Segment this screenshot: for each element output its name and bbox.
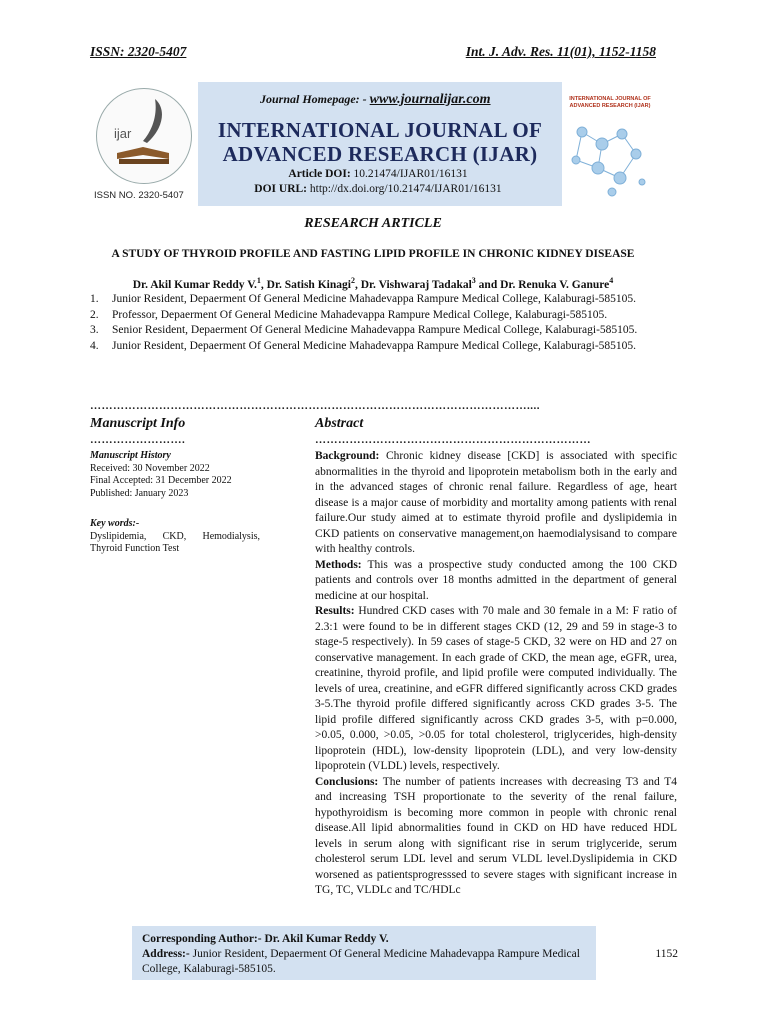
manuscript-info [90,450,260,556]
published-date: Published: January 2023 [90,487,189,499]
doi-url-label: DOI URL: [254,183,308,195]
affiliation-list [90,292,677,354]
citation-text: Int. J. Adv. Res. 11(01), 1152-1158 [465,44,656,59]
logo-emblem-icon [96,88,192,184]
journal-cover-image [562,82,656,206]
affiliation-item: 4. Junior Resident, Depaerment Of General Medicine Mahadevappa Rampure Medical College, Kalaburagi-585105. [90,339,637,352]
affiliation-item: 1. Junior Resident, Depaerment Of General Medicine Mahadevappa Rampure Medical College, Kalaburagi-585105. [90,293,637,305]
homepage-link[interactable]: www.journalijar.com [369,92,491,107]
logo-issn: ISSN NO. 2320-5407 [94,190,184,201]
author-sep: , [354,278,361,291]
abstract-heading: Abstract [315,416,364,431]
author-name: Dr. Vishwaraj Tadakal [360,278,472,291]
page-number: 1152 [655,948,678,960]
results-text: Hundred CKD cases with 70 male and 30 female in a M: F ratio of 2.3:1 were found to be in different stages CKD (12, 29 and 59 in stage-3 to stage-5 respectively). In 59 cases of stage-5 CKD, 32 were on HD and 27 on conservative management. In each grade of CKD, the mean age, eGFR, urea, creatinine, thyroid profile, and lipid profile were computed individually. The levels of urea, creatinine, and eGFR differed significantly across CKD grades 3-5.The thyroid profile differed significantly across CKD grades 3-5. The lipid profile differed significantly across CKD grades 3-5, with p=0.000, >0.05, 0.000, >0.05, >0.05 for total cholesterol, triglycerides, high-density lipoprotein (HDL), low-density lipoprotein (LDL), and very low-density lipoprotein (VLDL) levels, respectively. [315,605,678,772]
article-type: RESEARCH ARTICLE [304,216,442,231]
author-sup: 2 [350,276,355,285]
keywords-block [90,518,260,556]
issn-text: ISSN: 2320-5407 [90,44,187,59]
affiliation-text: Junior Resident, Depaerment Of General Medicine Mahadevappa Rampure Medical College, Kalaburagi-585105. [112,339,637,352]
cover-title: INTERNATIONAL JOURNAL OF ADVANCED RESEARCH (IJAR) [569,96,651,109]
conclusions-label: Conclusions: [315,775,379,788]
methods-label: Methods: [315,558,362,571]
journal-banner [90,82,656,206]
affiliation-text: Junior Resident, Depaerment Of General Medicine Mahadevappa Rampure Medical College, Kalaburagi-585105. [112,293,637,305]
address-label: Address:- [142,948,190,960]
doi-url [208,183,548,195]
conclusions-text: The number of patients increases with decreasing T3 and T4 and increasing TSH proportionate to the severity of the renal failure, hypothyroidism is becoming more common in people with chronic renal disease.All lipid abnormalities found in CKD on HD have reduced HDL levels in serum along with significant rise in serum triglyceride, serum cholesterol serum LDL level and serum VLDL level.Dyslipidemia in CKD worsened as patientsprogresssed to severe stages with significant increase in TG, TC, VLDLc and TC/HDLc [315,775,677,896]
corresponding-author-box [132,926,596,980]
running-header [90,44,656,60]
homepage-label: Journal Homepage: - [260,92,367,106]
background-text: Chronic kidney disease [CKD] is associated with specific abnormalities in the thyroid and lipoprotein metabolism both in the early and in the advanced stages of chronic renal failure. Regardless of age, heart disease is a major cause of morbidity and mortality among patients with renal failure.Our study aimed at to estimate thyroid profile and dyslipidemia in CKD patients on conservative management,on haemodialysisand to compare with healthy controls. [315,450,678,555]
journal-logo [90,82,198,206]
manuscript-info-heading: Manuscript Info [90,416,186,431]
corresponding-author-name: Dr. Akil Kumar Reddy V. [264,933,389,945]
methods-text: This was a prospective study conducted among the 100 CKD patients and controls over 18 months admitted in the department of general medicine at our hospital. [315,558,678,602]
affiliation-text: Professor, Depaerment Of General Medicine Mahadevappa Rampure Medical College, Kalaburagi-585105. [112,308,608,321]
dotted-separator: …………………………………………………………………………………………………….... [90,400,540,412]
author-name: Dr. Akil Kumar Reddy V. [132,278,257,291]
author-sup: 1 [256,276,261,285]
corresponding-author-line [142,932,586,947]
affiliation-text: Senior Resident, Depaerment Of General Medicine Mahadevappa Rampure Medical College, Kalaburagi-585105. [112,324,638,336]
doi-url-link[interactable]: http://dx.doi.org/10.21474/IJAR01/16131 [309,183,502,195]
author-sep: and [475,278,501,291]
author-name: Dr. Satish Kinagi [266,278,351,291]
accepted-date: Final Accepted: 31 December 2022 [90,475,232,486]
abstract-dots: ……………………………………………………………… [315,434,591,446]
paper-title: A STUDY OF THYROID PROFILE AND FASTING LIPID PROFILE IN CHRONIC KIDNEY DISEASE [111,248,635,260]
affiliation-item: 3. Senior Resident, Depaerment Of General Medicine Mahadevappa Rampure Medical College, Kalaburagi-585105. [90,324,638,336]
corresponding-author-label: Corresponding Author:- [142,933,262,945]
abstract-conclusions [315,775,677,899]
article-doi [208,168,548,180]
abstract-methods [315,558,677,605]
affiliation-item: 2. Professor, Depaerment Of General Medicine Mahadevappa Rampure Medical College, Kalaburagi-585105. [90,308,608,321]
article-doi-label: Article DOI: [288,168,351,180]
article-doi-value: 10.21474/IJAR01/16131 [353,168,468,180]
journal-title: INTERNATIONAL JOURNAL OF ADVANCED RESEARCH (IJAR) [217,118,543,166]
author-sup: 3 [471,276,476,285]
abstract-results [315,604,677,775]
molecule-graphic-icon [562,82,656,206]
keywords-heading: Key words:- [90,518,140,529]
author-sep: , [260,278,267,291]
manuscript-dots: ……………………. [90,434,186,446]
abstract-body [315,449,677,899]
abstract-background [315,449,677,558]
received-date: Received: 30 November 2022 [90,462,210,474]
logo-text: ijar [114,126,132,141]
journal-homepage [260,92,491,108]
corresponding-address [142,947,586,977]
author-name: Dr. Renuka V. Ganure [500,278,610,291]
keywords-text: Dyslipidemia, CKD, Hemodialysis, Thyroid Function Test [90,530,260,554]
manuscript-history-heading: Manuscript History [90,450,171,461]
author-sup: 4 [609,276,614,285]
background-label: Background: [315,450,380,462]
address-text: Junior Resident, Depaerment Of General Medicine Mahadevappa Rampure Medical College, Kalaburagi-585105. [142,948,580,975]
results-label: Results: [315,605,355,617]
author-list [90,276,656,291]
